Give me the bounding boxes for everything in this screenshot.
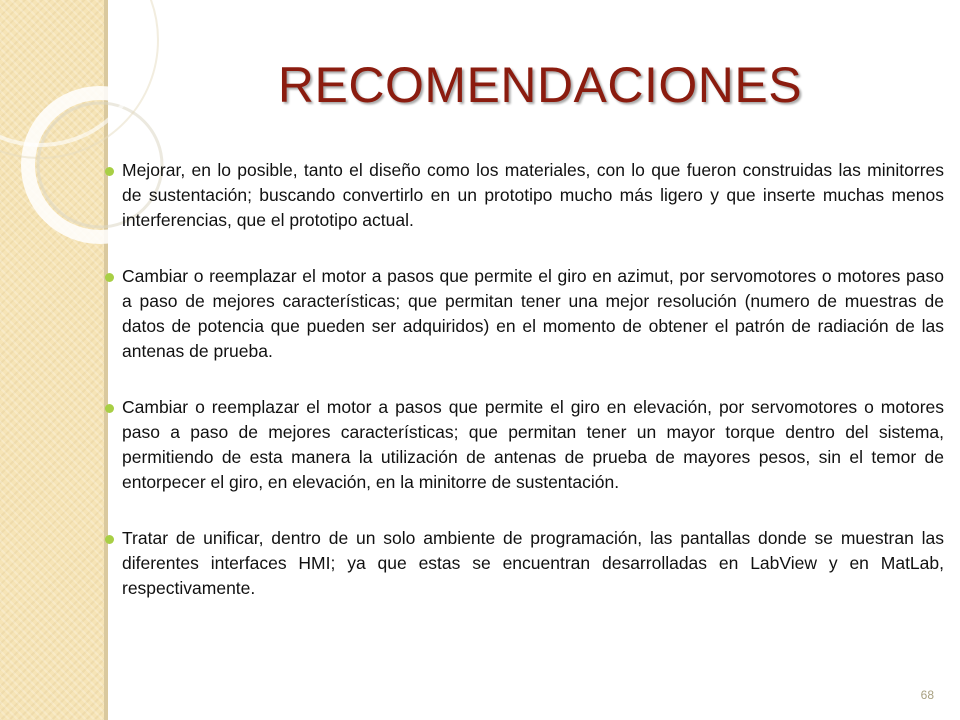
bullet-text: Mejorar, en lo posible, tanto el diseño como los materiales, con lo que fueron construidas las minitorres de sustentación; buscando convertirlo en un prototipo mucho más ligero y que inserte muchas menos interferencias, que el prototipo actual. bbox=[122, 160, 944, 230]
bullet-item bbox=[104, 158, 944, 233]
bullet-dot-icon bbox=[105, 535, 114, 544]
slide-title: RECOMENDACIONES bbox=[277, 57, 803, 113]
bullet-item bbox=[104, 526, 944, 601]
bullet-text: Tratar de unificar, dentro de un solo ambiente de programación, las pantallas donde se muestran las diferentes interfaces HMI; ya que estas se encuentran desarrolladas en LabView y en MatLab, respectivamente. bbox=[122, 528, 944, 598]
bullet-item bbox=[104, 264, 944, 364]
bullet-dot-icon bbox=[105, 273, 114, 282]
bullet-dot-icon bbox=[105, 167, 114, 176]
bullet-item bbox=[104, 395, 944, 495]
bullet-text: Cambiar o reemplazar el motor a pasos que permite el giro en elevación, por servomotores o motores paso a paso de mejores características; que permitan tener un mayor torque dentro del sistema, permitiendo de esta manera la utilización de antenas de prueba de mayores pesos, sin el temor de entorpecer el giro, en elevación, en la minitorre de sustentación. bbox=[122, 397, 944, 492]
bullet-text: Cambiar o reemplazar el motor a pasos que permite el giro en azimut, por servomotores o motores paso a paso de mejores características; que permitan tener una mejor resolución (numero de muestras de datos de potencia que pueden ser adquiridos) en el momento de obtener el patrón de radiación de las antenas de prueba. bbox=[122, 266, 944, 361]
page-number: 68 bbox=[920, 688, 934, 702]
bullet-list bbox=[104, 158, 944, 632]
bullet-dot-icon bbox=[105, 404, 114, 413]
